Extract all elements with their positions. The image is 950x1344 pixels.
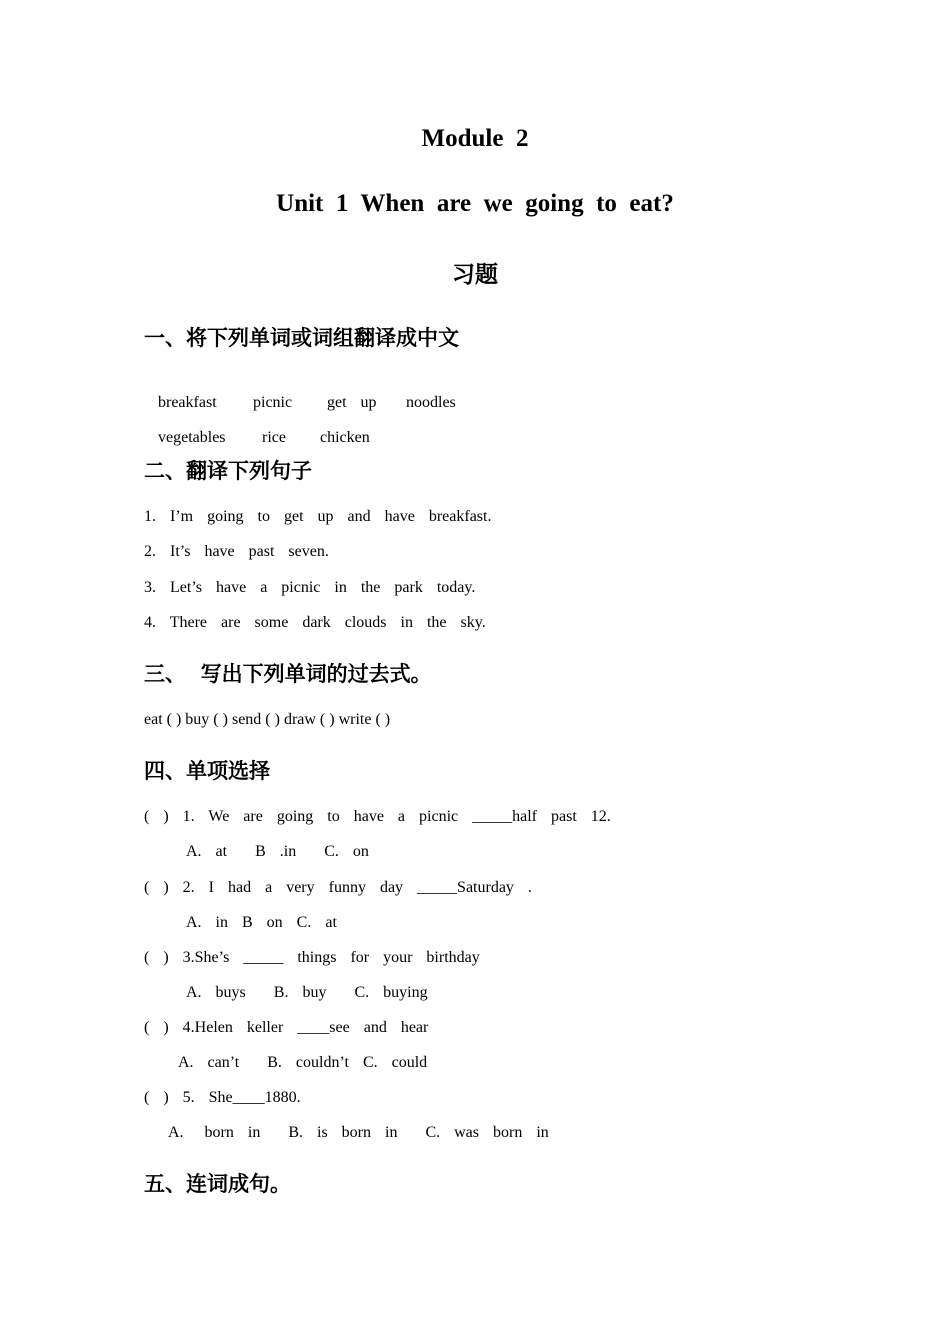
exercise-subtitle: 习题	[452, 262, 498, 288]
question-3-options: A. buys B. buy C. buying	[186, 984, 428, 1001]
section-3-heading: 三、 写出下列单词的过去式。	[144, 662, 432, 686]
sentence-item: 1. I’m going to get up and have breakfast.	[144, 508, 492, 525]
question-1: ( ) 1. We are going to have a picnic _____half past 12.	[144, 808, 611, 825]
question-2-options: A. in B on C. at	[186, 914, 337, 931]
vocab-row-1	[144, 376, 456, 412]
question-4: ( ) 4.Helen keller ____see and hear	[144, 1019, 429, 1036]
question-2: ( ) 2. I had a very funny day _____Saturday .	[144, 879, 532, 896]
section-4-heading: 四、单项选择	[144, 759, 270, 783]
unit-title: Unit 1 When are we going to eat?	[276, 190, 674, 217]
question-5-options: A. born in B. is born in C. was born in	[168, 1124, 549, 1141]
vocab-word: get up	[327, 394, 377, 411]
module-title: Module 2	[421, 125, 529, 152]
question-3: ( ) 3.She’s _____ things for your birthday	[144, 949, 480, 966]
section-5-heading: 五、连词成句。	[144, 1172, 291, 1196]
sentence-item: 3. Let’s have a picnic in the park today.	[144, 579, 476, 596]
question-1-options: A. at B .in C. on	[186, 843, 369, 860]
sentence-item: 4. There are some dark clouds in the sky.	[144, 614, 486, 631]
question-4-options: A. can’t B. couldn’t C. could	[178, 1054, 428, 1071]
vocab-word: picnic	[253, 394, 293, 411]
question-5: ( ) 5. She____1880.	[144, 1089, 301, 1106]
vocab-word: vegetables	[158, 429, 226, 446]
vocab-word: breakfast	[158, 394, 217, 411]
sentence-item: 2. It’s have past seven.	[144, 543, 329, 560]
past-tense-line: eat ( ) buy ( ) send ( ) draw ( ) write ( )	[144, 711, 391, 728]
vocab-row-2	[144, 411, 370, 447]
vocab-word: rice	[262, 429, 286, 446]
vocab-word: noodles	[406, 394, 456, 411]
vocab-word: chicken	[320, 429, 370, 446]
section-2-heading: 二、翻译下列句子	[144, 459, 312, 483]
section-1-heading: 一、将下列单词或词组翻译成中文	[144, 326, 459, 350]
